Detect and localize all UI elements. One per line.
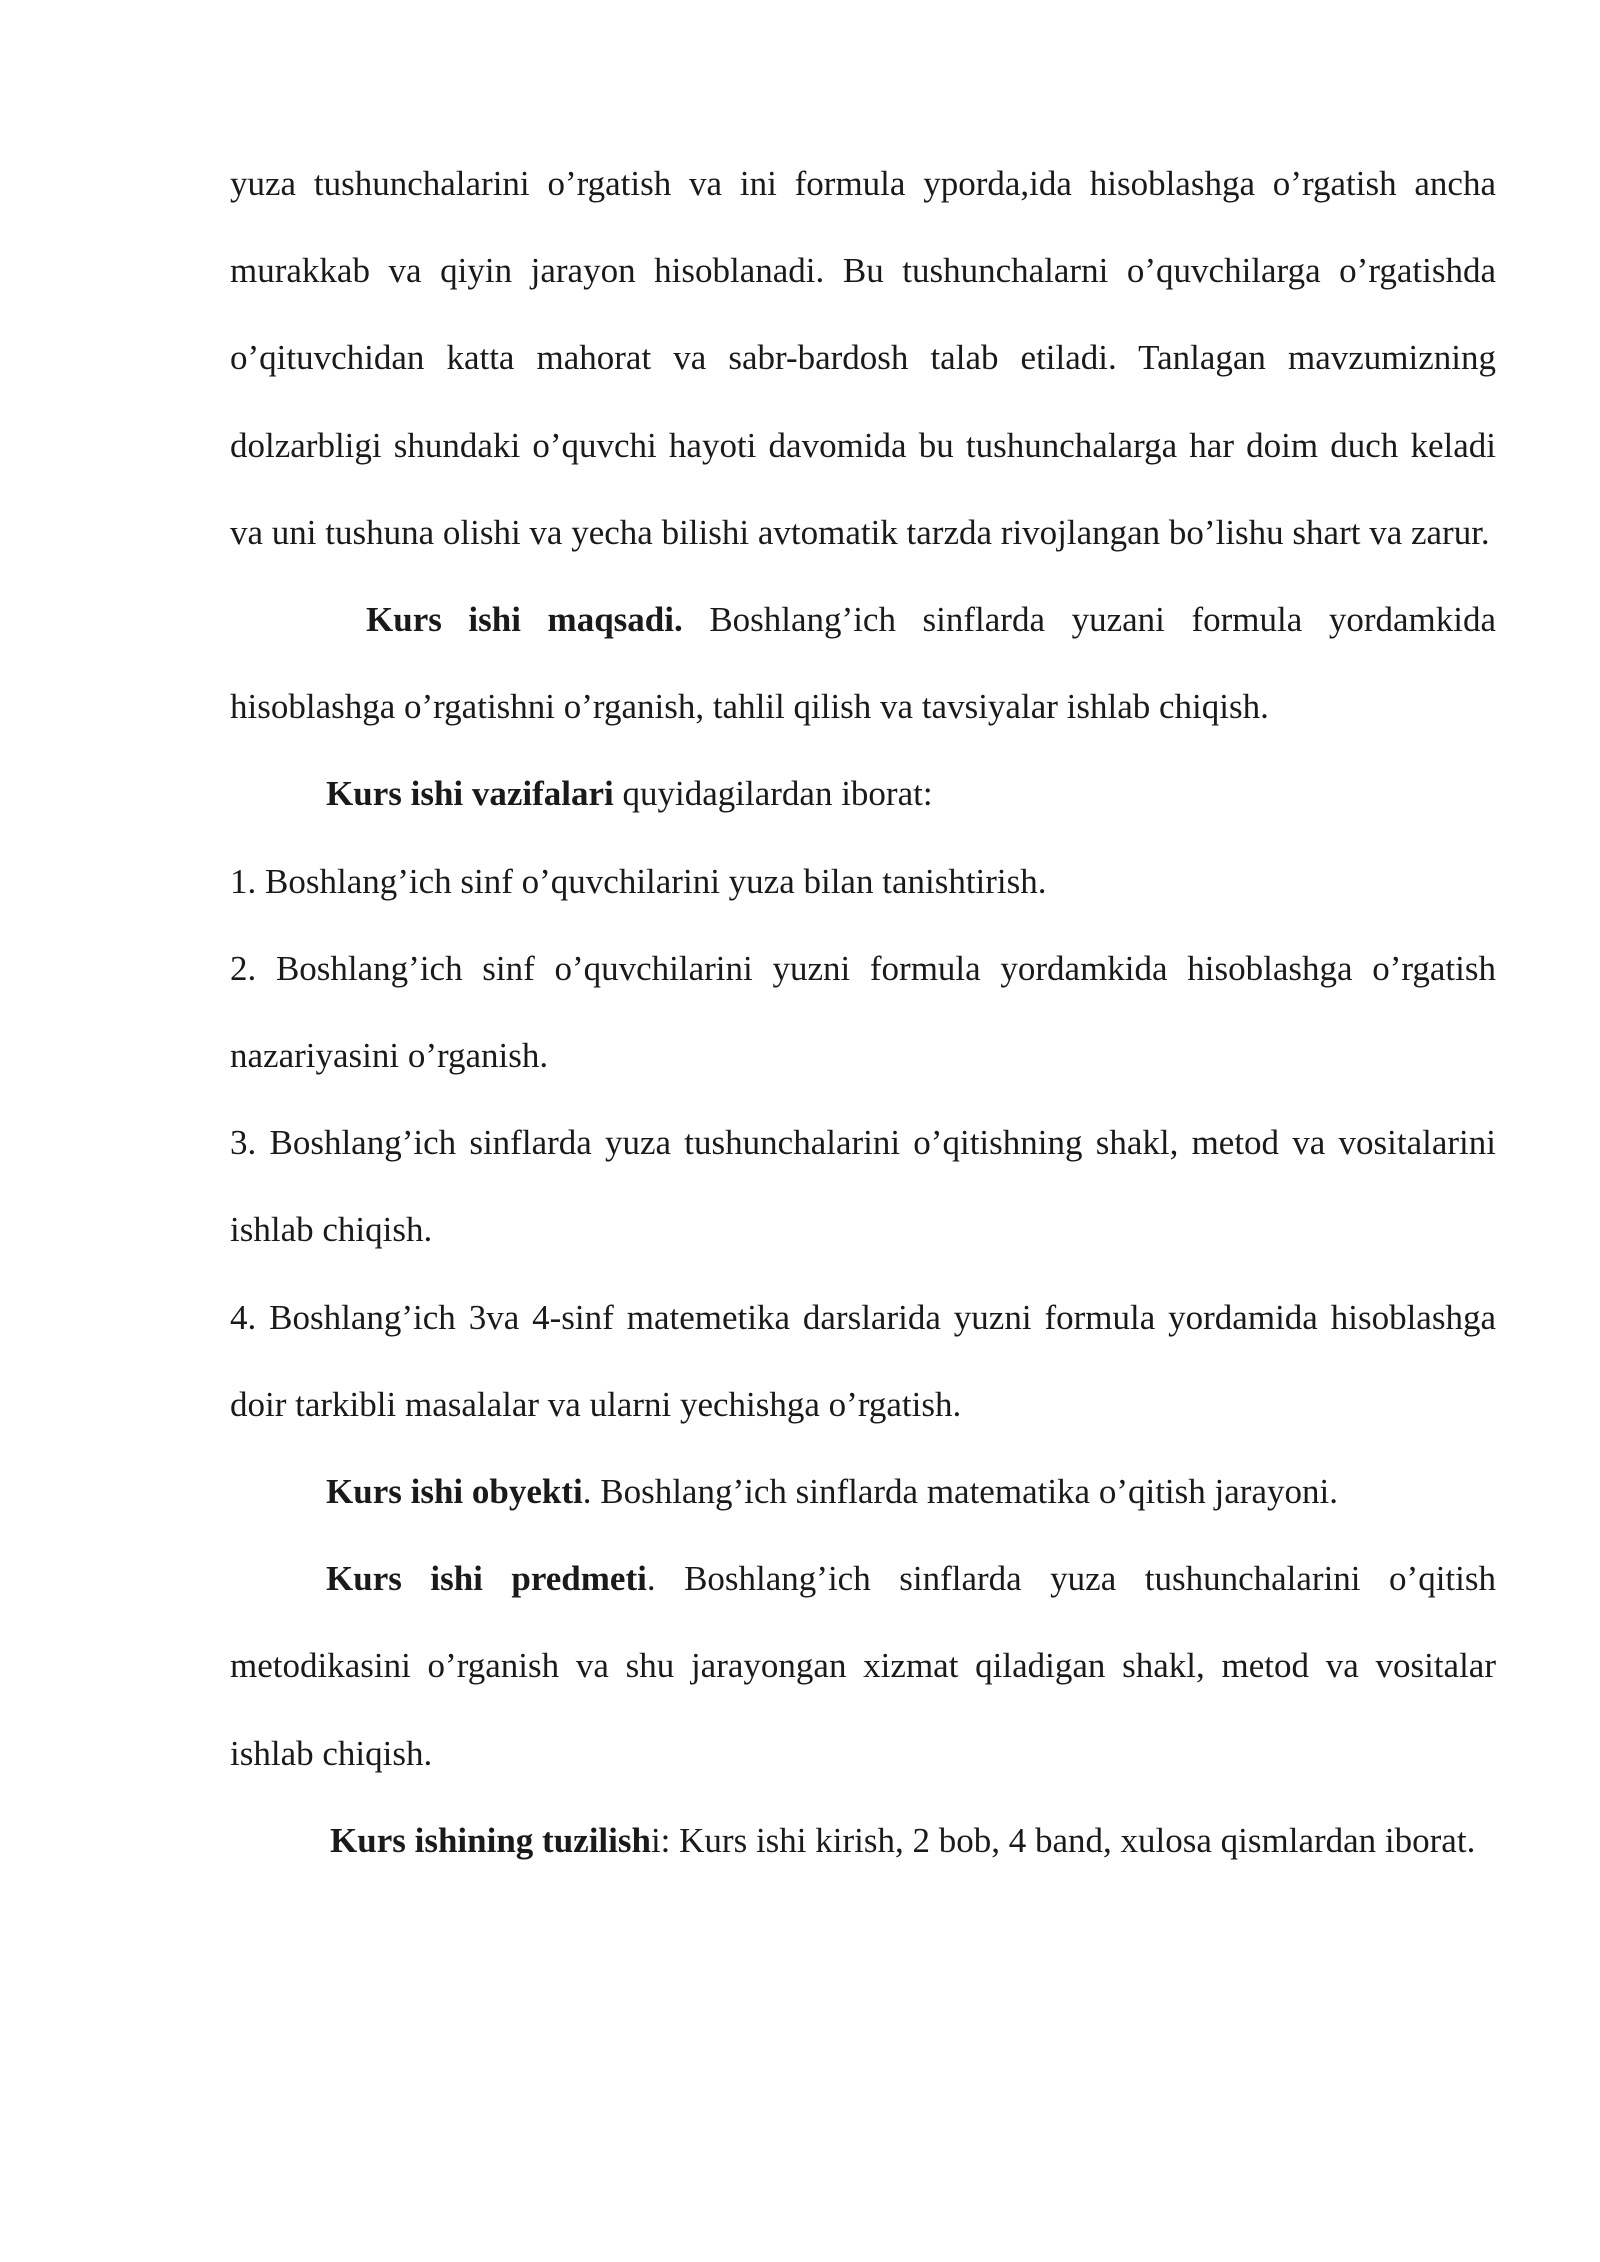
task-item-1: 1. Boshlang’ich sinf o’quvchilarini yuza bilan tanishtirish. [230,861,1047,901]
paragraph-tasks [230,750,1496,837]
paragraph-object [230,1448,1496,1535]
document-body [230,140,1496,1884]
paragraph-structure [230,1797,1496,1884]
goal-text: Boshlang’ich sinflarda yuzani formula yordamkida hisoblashga o’rgatishni o’rganish, tahlil qilish va tavsiyalar ishlab chiqish. [230,600,1496,727]
object-heading: Kurs ishi obyekti [326,1472,583,1512]
task-item-3: 3. Boshlang’ich sinflarda yuza tushunchalarini o’qitishning shakl, metod va vositalarini ishlab chiqish. [230,1123,1496,1250]
subject-heading: Kurs ishi predmeti [326,1559,647,1599]
task-item-2: 2. Boshlang’ich sinf o’quvchilarini yuzni formula yordamkida hisoblashga o’rgatish nazariyasini o’rganish. [230,948,1496,1076]
structure-text: i: Kurs ishi kirish, 2 bob, 4 band, xulosa qismlardan iborat. [650,1820,1476,1860]
task-item-4: 4. Boshlang’ich 3va 4-sinf matemetika darslarida yuzni formula yordamida hisoblashga doir tarkibli masalalar va ularni yechishga o’rgatish. [230,1297,1496,1424]
structure-heading: Kurs ishining tuzilish [330,1820,651,1860]
subject-text: . Boshlang’ich sinflarda yuza tushunchalarini o’qitish metodikasini o’rganish va shu jarayongan xizmat qiladigan shakl, metod va vositalar ishlab chiqish. [230,1559,1496,1773]
tasks-text: quyidagilardan iborat: [613,774,933,814]
tasks-heading: Kurs ishi vazifalari [326,774,614,814]
paragraph-subject [230,1535,1496,1797]
object-text: . Boshlang’ich sinflarda matematika o’qitish jarayoni. [582,1472,1338,1512]
goal-heading: Kurs ishi maqsadi. [366,600,683,640]
paragraph-goal [230,576,1496,750]
paragraph-intro: yuza tushunchalarini o’rgatish va ini formula yporda,ida hisoblashga o’rgatish ancha murakkab va qiyin jarayon hisoblanadi. Bu tushunchalarni o’quvchilarga o’rgatishda o’qituvchidan katta mahorat va sabr-bardosh talab etiladi. Tanlagan mavzumizning dolzarbligi shundaki o’quvchi hayoti davomida bu tushunchalarga har doim duch keladi va uni tushuna olishi va yecha bilishi avtomatik tarzda rivojlangan bo’lishu shart va zarur. [230,164,1496,552]
